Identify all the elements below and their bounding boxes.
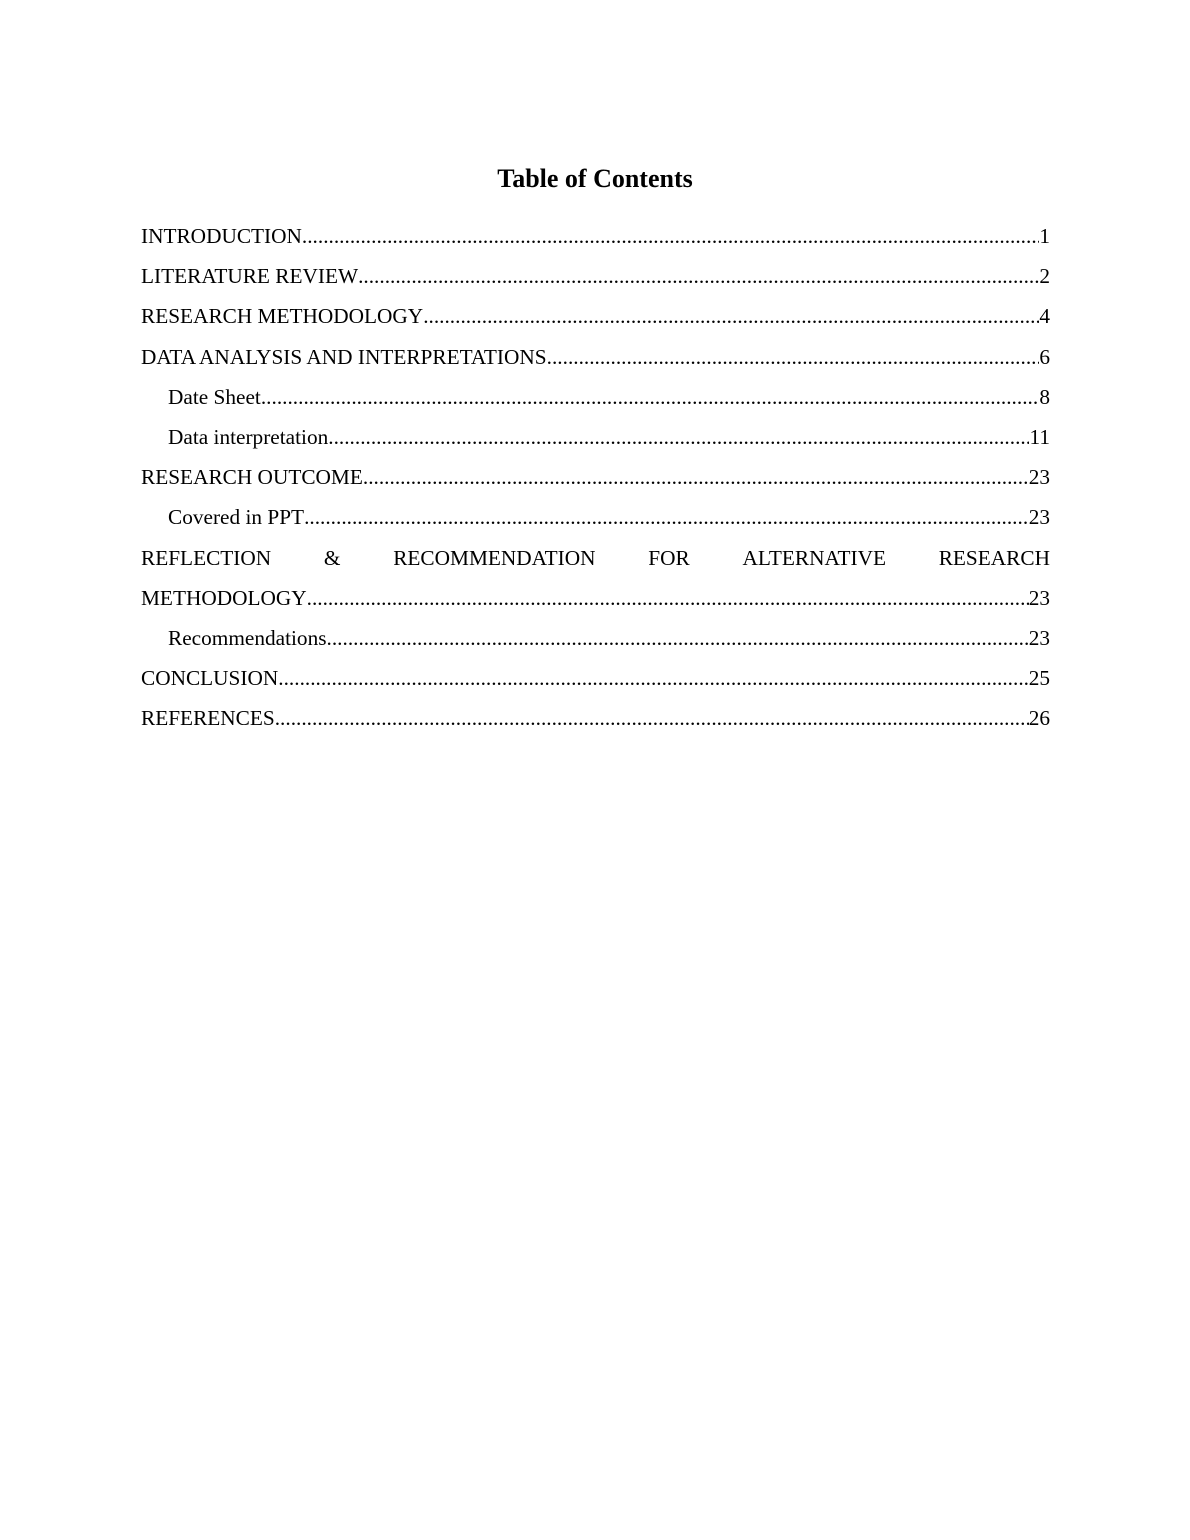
toc-page-number: 11: [1029, 424, 1050, 449]
toc-entry-label: RESEARCH METHODOLOGY: [141, 304, 424, 329]
toc-heading-word: RECOMMENDATION: [393, 545, 596, 570]
toc-entry-label: METHODOLOGY: [141, 585, 307, 610]
toc-page-number: 2: [1039, 264, 1050, 289]
toc-entry-date-sheet[interactable]: [141, 382, 1050, 422]
toc-dot-leader: [302, 221, 1039, 251]
toc-entry-label: CONCLUSION: [141, 666, 279, 691]
toc-page-number: 6: [1039, 344, 1050, 369]
toc-page-number: 23: [1028, 465, 1050, 490]
toc-dot-leader: [423, 301, 1039, 331]
toc-heading-word: &: [323, 545, 341, 570]
toc-entry-label: Date Sheet: [168, 384, 261, 409]
toc-dot-leader: [307, 583, 1029, 613]
toc-entry-label: Recommendations: [168, 625, 327, 650]
toc-entry-data-analysis[interactable]: [141, 342, 1050, 382]
toc-page-number: 23: [1028, 505, 1050, 530]
toc-dot-leader: [363, 462, 1029, 492]
toc-entry-reflection-second-line[interactable]: [141, 583, 1050, 623]
toc-entry-label: RESEARCH OUTCOME: [141, 465, 363, 490]
toc-dot-leader: [358, 261, 1039, 291]
toc-entry-data-interpretation[interactable]: [141, 422, 1050, 462]
toc-entry-label: LITERATURE REVIEW: [141, 264, 359, 289]
toc-entry-label: DATA ANALYSIS AND INTERPRETATIONS: [141, 344, 547, 369]
toc-heading-word: REFLECTION: [141, 545, 272, 570]
toc-entry-research-outcome[interactable]: [141, 462, 1050, 502]
toc-heading-word: RESEARCH: [938, 545, 1050, 570]
toc-dot-leader: [261, 382, 1040, 412]
toc-entry-literature-review[interactable]: [141, 261, 1050, 301]
toc-entry-conclusion[interactable]: [141, 663, 1050, 703]
toc-entry-label: Covered in PPT: [168, 505, 305, 530]
toc-page-number: 4: [1039, 304, 1050, 329]
toc-entry-introduction[interactable]: [141, 221, 1050, 261]
toc-page-number: 1: [1039, 224, 1050, 248]
toc-page-number: 26: [1028, 706, 1050, 731]
toc-dot-leader: [327, 623, 1029, 653]
toc-dot-leader: [278, 663, 1028, 693]
toc-entry-recommendations[interactable]: [141, 623, 1050, 663]
toc-entry-covered-in-ppt[interactable]: [141, 502, 1050, 542]
toc-dot-leader: [275, 703, 1029, 733]
toc-page-number: 25: [1028, 666, 1050, 691]
toc-entry-label: REFERENCES: [141, 706, 275, 731]
toc-heading-word: ALTERNATIVE: [742, 545, 886, 570]
toc-dot-leader: [304, 502, 1029, 532]
toc-dot-leader: [328, 422, 1029, 452]
toc-list: [141, 221, 1050, 743]
toc-entry-reflection-first-line[interactable]: [141, 543, 1050, 583]
toc-title: Table of Contents: [497, 164, 693, 193]
toc-dot-leader: [547, 342, 1040, 372]
toc-page-number: 8: [1039, 384, 1050, 409]
toc-page-number: 23: [1028, 625, 1050, 650]
toc-page-number: 23: [1028, 585, 1050, 610]
toc-entry-label: INTRODUCTION: [141, 224, 302, 248]
toc-heading-word: FOR: [648, 545, 690, 570]
toc-entry-research-methodology[interactable]: [141, 301, 1050, 341]
toc-entry-references[interactable]: [141, 703, 1050, 743]
toc-entry-label: Data interpretation: [168, 424, 329, 449]
